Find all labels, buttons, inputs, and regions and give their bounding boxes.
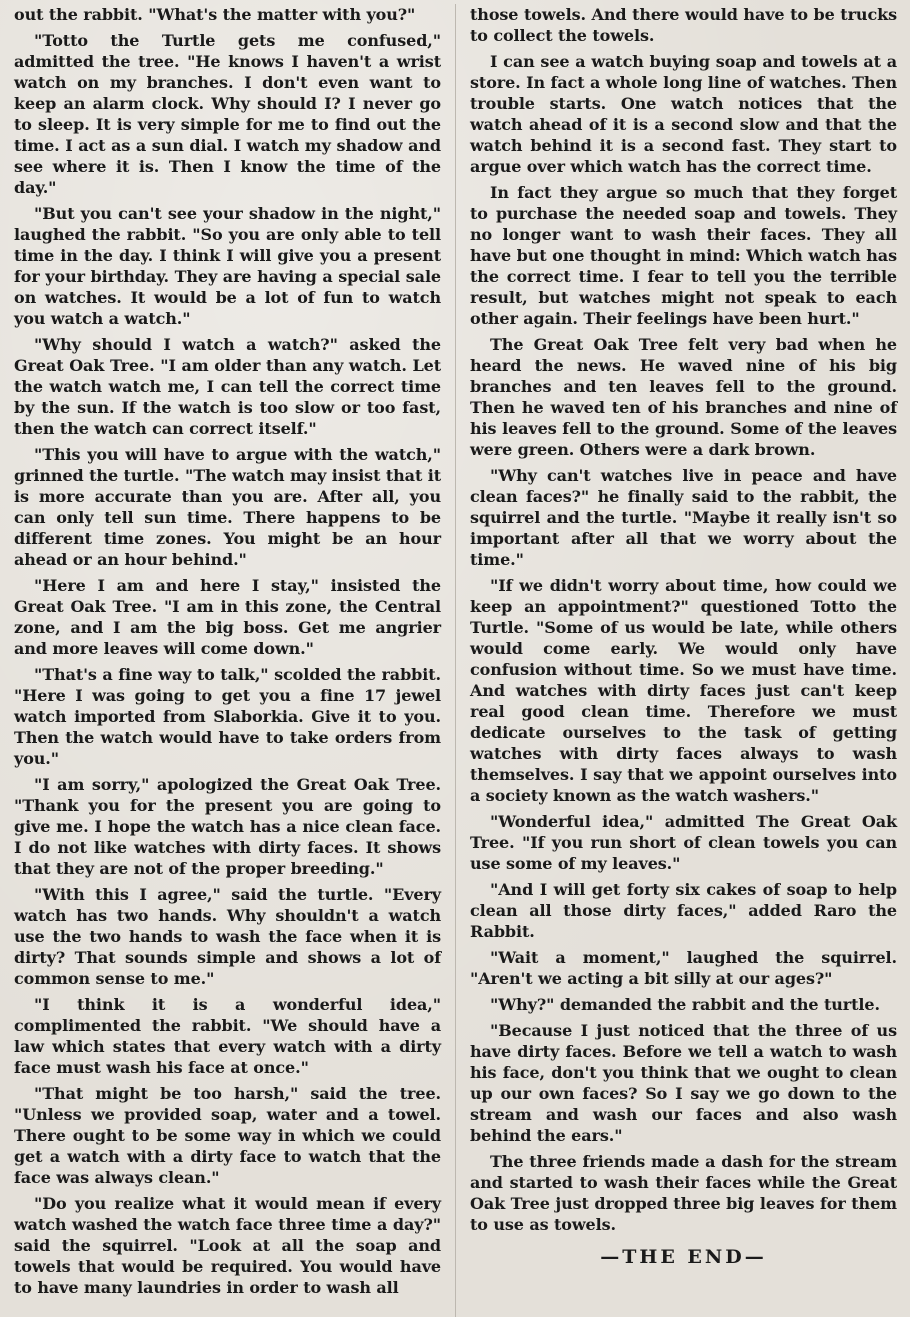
paragraph: "This you will have to argue with the watch," grinned the turtle. "The watch may insist that it is more accurate than you are. After all, you can only tell sun time. There happens to be different time zones. You might be an hour ahead or an hour behind." — [14, 445, 441, 569]
paragraph: "Totto the Turtle gets me confused," admitted the tree. "He knows I haven't a wrist watch on my branches. I don't even want to keep an alarm clock. Why should I? I never go to sleep. It is very simple for me to find out the time. I act as a sun dial. I watch my shadow and see where it is. Then I know the time of the day." — [14, 31, 441, 197]
paragraph: "Here I am and here I stay," insisted the Great Oak Tree. "I am in this zone, the Central zone, and I am the big boss. Get me angrier and more leaves will come down." — [14, 576, 441, 658]
paragraph: "I think it is a wonderful idea," complimented the rabbit. "We should have a law which states that every watch with a dirty face must wash his face at once." — [14, 995, 441, 1077]
paragraph: "Why?" demanded the rabbit and the turtle. — [490, 995, 880, 1014]
paragraph: "Wait a moment," laughed the squirrel. "Aren't we acting a bit silly at our ages?" — [470, 948, 897, 988]
paragraph: "And I will get forty six cakes of soap to help clean all those dirty faces," added Raro the Rabbit. — [470, 880, 897, 941]
paragraph: "Wonderful idea," admitted The Great Oak Tree. "If you run short of clean towels you can use some of my leaves." — [470, 812, 897, 873]
paragraph: those towels. And there would have to be trucks to collect the towels. — [470, 5, 897, 45]
right-column — [470, 4, 897, 1317]
paragraph: "That might be too harsh," said the tree. "Unless we provided soap, water and a towel. There ought to be some way in which we could get a watch with a dirty face to watch that the face was always clean." — [14, 1084, 441, 1187]
paragraph: "But you can't see your shadow in the night," laughed the rabbit. "So you are only able to tell time in the day. I think I will give you a present for your birthday. They are having a special sale on watches. It would be a lot of fun to watch you watch a watch." — [14, 204, 441, 328]
paragraph: "With this I agree," said the turtle. "Every watch has two hands. Why shouldn't a watch use the two hands to wash the face when it is dirty? That sounds simple and shows a lot of common sense to me." — [14, 885, 441, 988]
paragraph: "I am sorry," apologized the Great Oak Tree. "Thank you for the present you are going to give me. I hope the watch has a nice clean face. I do not like watches with dirty faces. It shows that they are not of the proper breeding." — [14, 775, 441, 878]
left-column — [14, 4, 441, 1317]
paragraph: The three friends made a dash for the stream and started to wash their faces while the Great Oak Tree just dropped three big leaves for them to use as towels. — [470, 1152, 897, 1234]
paragraph: In fact they argue so much that they forget to purchase the needed soap and towels. They no longer want to wash their faces. They all have but one thought in mind: Which watch has the correct time. I fear to tell you the terrible result, but watches might not speak to each other again. Their feelings have been hurt." — [470, 183, 897, 328]
paragraph: I can see a watch buying soap and towels at a store. In fact a whole long line of watches. Then trouble starts. One watch notices that the watch ahead of it is a second slow and that the watch behind it is a second fast. They start to argue over which watch has the correct time. — [470, 52, 897, 176]
paragraph: "That's a fine way to talk," scolded the rabbit. "Here I was going to get you a fine 17 jewel watch imported from Slaborkia. Give it to you. Then the watch would have to take orders from you." — [14, 665, 441, 768]
the-end-label: —THE END— — [600, 1246, 767, 1268]
paragraph: The Great Oak Tree felt very bad when he heard the news. He waved nine of his big branches and ten leaves fell to the ground. Then he waved ten of his branches and nine of his leaves fell to the ground. Some of the leaves were green. Others were a dark brown. — [470, 335, 897, 459]
paragraph: "Why should I watch a watch?" asked the Great Oak Tree. "I am older than any watch. Let the watch watch me, I can tell the correct time by the sun. If the watch is too slow or too fast, then the watch can correct itself." — [14, 335, 441, 438]
paragraph: "Why can't watches live in peace and have clean faces?" he finally said to the rabbit, the squirrel and the turtle. "Maybe it really isn't so important after all that we worry about the time." — [470, 466, 897, 569]
paragraph: "Because I just noticed that the three of us have dirty faces. Before we tell a watch to wash his face, don't you think that we ought to clean up our own faces? So I say we go down to the stream and wash our faces and also wash behind the ears." — [470, 1021, 897, 1145]
paragraph: out the rabbit. "What's the matter with you?" — [14, 5, 416, 24]
paragraph: "Do you realize what it would mean if every watch washed the watch face three time a day?" said the squirrel. "Look at all the soap and towels that would be required. You would have to have many laundries in order to wash all — [14, 1194, 441, 1297]
paragraph: "If we didn't worry about time, how could we keep an appointment?" questioned Totto the Turtle. "Some of us would be late, while others would come early. We would only have confusion without time. So we must have time. And watches with dirty faces just can't keep real good clean time. Therefore we must dedicate ourselves to the task of getting watches with dirty faces always to wash themselves. I say that we appoint ourselves into a society known as the watch washers." — [470, 576, 897, 805]
column-divider — [455, 4, 456, 1317]
